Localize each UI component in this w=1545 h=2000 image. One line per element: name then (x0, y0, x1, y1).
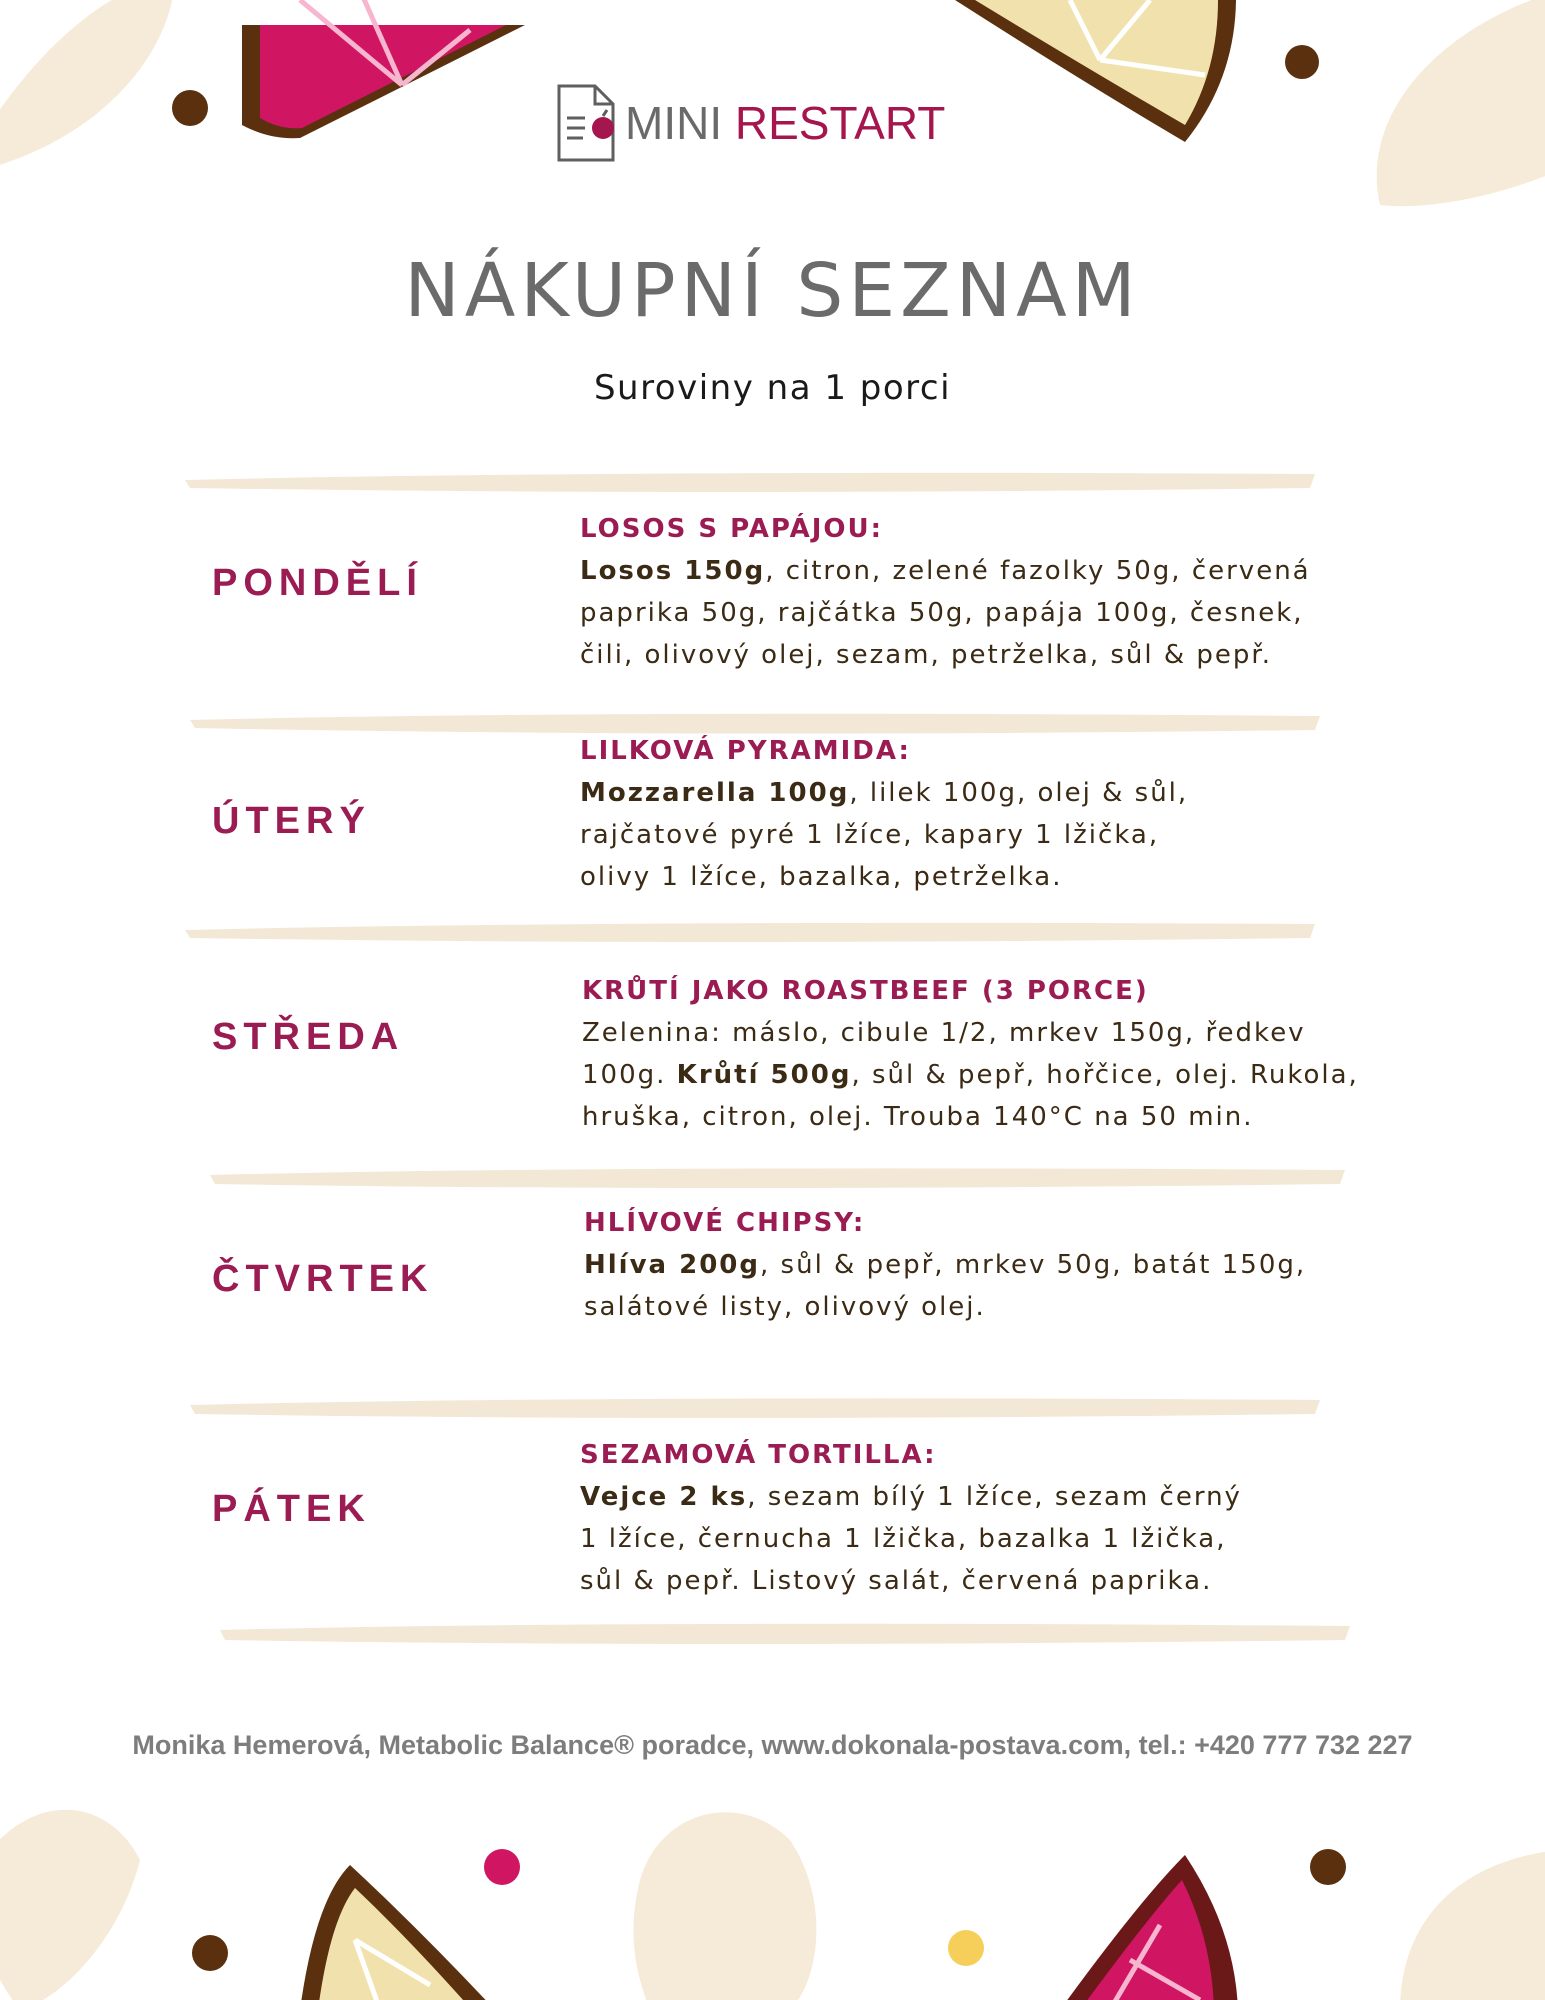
yellow-citrus-slice-bottom (300, 1865, 495, 2000)
footer-contact: Monika Hemerová, Metabolic Balance® poradce, www.dokonala-postava.com, tel.: +420 777 732 227 (132, 1730, 1413, 1760)
recipe-ingredients: olivy 1 lžíce, bazalka, petrželka. (580, 862, 1063, 892)
main-ingredient: Hlíva 200g (584, 1250, 761, 1280)
dot-blob-yellow (948, 1930, 984, 1966)
recipe-ingredients: Mozzarella 100g, lilek 100g, olej & sůl, (580, 778, 1189, 808)
dot-blob (192, 1935, 228, 1971)
logo (555, 82, 945, 164)
leaf-bottom-left (0, 1810, 140, 2000)
day-label-monday: PONDĚLÍ (212, 562, 423, 604)
document-apple-icon (555, 82, 619, 164)
recipe-ingredients: Losos 150g, citron, zelené fazolky 50g, červená (580, 556, 1311, 586)
dot-blob (1310, 1849, 1346, 1885)
main-ingredient: Losos 150g (580, 556, 766, 586)
main-ingredient: Krůtí 500g (676, 1060, 852, 1090)
dot-blob-pink (484, 1849, 520, 1885)
recipe-thursday (584, 1202, 1306, 1328)
recipe-ingredients: Zelenina: máslo, cibule 1/2, mrkev 150g, ředkev (582, 1018, 1306, 1048)
leaf-top-left (0, 0, 175, 175)
recipe-wednesday (582, 970, 1359, 1138)
recipe-ingredients: 100g. Krůtí 500g, sůl & pepř, hořčice, olej. Rukola, (582, 1060, 1359, 1090)
recipe-tuesday (580, 730, 1188, 898)
recipe-ingredients: salátové listy, olivový olej. (584, 1292, 986, 1322)
logo-text (625, 96, 945, 150)
pink-citrus-slice-bottom (1060, 1855, 1238, 2000)
day-label-tuesday: ÚTERÝ (212, 800, 371, 842)
yellow-citrus-slice-top (955, 0, 1236, 142)
recipe-friday (580, 1434, 1242, 1602)
day-label-thursday: ČTVRTEK (212, 1258, 434, 1300)
recipe-ingredients: rajčatové pyré 1 lžíce, kapary 1 lžička, (580, 820, 1160, 850)
dot-blob (172, 90, 208, 126)
pink-citrus-slice-top (242, 0, 525, 138)
recipe-ingredients: hruška, citron, olej. Trouba 140°C na 50 min. (582, 1102, 1254, 1132)
recipe-ingredients: Vejce 2 ks, sezam bílý 1 lžíce, sezam černý (580, 1482, 1242, 1512)
leaf-bottom-right (1400, 1850, 1545, 2000)
recipe-title: LOSOS S PAPÁJOU: (580, 514, 883, 544)
recipe-title: HLÍVOVÉ CHIPSY: (584, 1208, 866, 1238)
main-ingredient: Mozzarella 100g (580, 778, 850, 808)
leaf-bottom-mid (633, 1812, 816, 2000)
page-title: NÁKUPNÍ SEZNAM (404, 248, 1141, 334)
logo-mini: MINI (625, 97, 723, 149)
recipe-title: SEZAMOVÁ TORTILLA: (580, 1440, 937, 1470)
recipe-title: LILKOVÁ PYRAMIDA: (580, 736, 911, 766)
day-label-friday: PÁTEK (212, 1488, 371, 1530)
recipe-ingredients: 1 lžíce, černucha 1 lžička, bazalka 1 lžička, (580, 1524, 1227, 1554)
day-label-wednesday: STŘEDA (212, 1016, 405, 1058)
recipe-monday (580, 508, 1311, 676)
recipe-title: KRŮTÍ JAKO ROASTBEEF (3 PORCE) (582, 976, 1149, 1006)
recipe-ingredients: čili, olivový olej, sezam, petrželka, sůl & pepř. (580, 640, 1272, 670)
recipe-ingredients: sůl & pepř. Listový salát, červená paprika. (580, 1566, 1213, 1596)
logo-restart: RESTART (734, 97, 946, 149)
recipe-ingredients: Hlíva 200g, sůl & pepř, mrkev 50g, batát 150g, (584, 1250, 1307, 1280)
main-ingredient: Vejce 2 ks (580, 1482, 748, 1512)
dot-blob (1285, 45, 1319, 79)
leaf-top-right (1377, 0, 1545, 206)
page-subtitle: Suroviny na 1 porci (593, 368, 952, 408)
recipe-ingredients: paprika 50g, rajčátka 50g, papája 100g, česnek, (580, 598, 1304, 628)
